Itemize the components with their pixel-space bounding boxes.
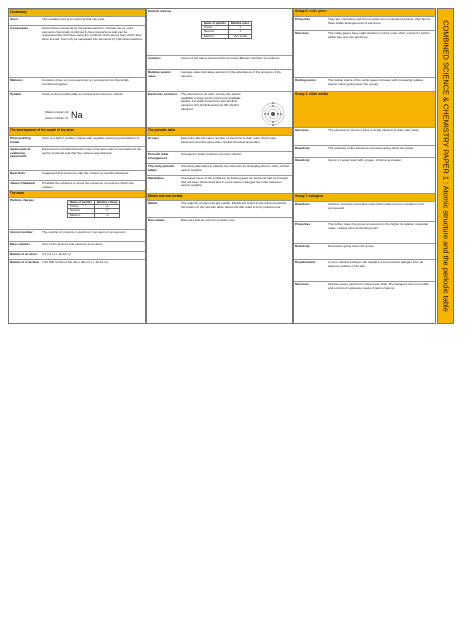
row-label xyxy=(295,10,326,14)
row-mendeleev xyxy=(147,175,292,193)
row-group1-structure xyxy=(294,127,435,145)
row-label: Groups xyxy=(148,136,160,140)
row-periodic-table-header xyxy=(147,127,292,135)
row-label: Radius of a nucleus xyxy=(10,260,40,264)
row-text: The majority of elements are metals. Metals are found to the left and towards the bottom of the periodic table. Elements that react to form positive ions. xyxy=(181,201,287,209)
row-atom-header xyxy=(9,190,145,197)
row-early-periodic-tables xyxy=(147,163,292,175)
column-3 xyxy=(293,8,436,324)
row-label: Properties xyxy=(295,222,311,226)
symbol-mass-number: (Mass number) 23 xyxy=(45,110,69,114)
column-1 xyxy=(8,8,146,324)
row-group7-displacement xyxy=(294,259,435,281)
row-group0-properties xyxy=(294,16,435,30)
row-label: Group 7: halogens xyxy=(295,194,324,198)
row-text: Chlorine, bromine and iodine react with metals and non-metals to form compounds. xyxy=(328,202,425,210)
row-label: Mixtures xyxy=(10,78,23,82)
table-cell: Proton xyxy=(202,26,229,30)
row-label: Plum pudding model xyxy=(10,136,31,144)
row-label: Reactions xyxy=(295,202,310,206)
row-text: Elements that do not form positive ions. xyxy=(181,218,236,222)
table-header: Name of particle xyxy=(202,22,229,26)
row-electronic-structure xyxy=(147,91,292,127)
row-label: The early periodic tables xyxy=(148,164,175,172)
row-label: Non-metals xyxy=(148,218,165,222)
row-text: Provided the evidence to show the existence of neutrons within the nucleus. xyxy=(42,181,134,189)
row-text: Overcame some of the problems by leaving gaps for elements that he thought had not been discovered and in some places changed the order based on atomic weights. xyxy=(181,176,288,188)
row-label: Group 1: alkali metals xyxy=(295,92,329,96)
row-text: They are unreactive and do not easily form molecules because their atoms have stable arrangements of electrons. xyxy=(328,17,431,25)
row-text: Experiment concluded that the mass of an atom was concentrated at the centre (nucleus) and that the nucleus was charged. xyxy=(42,147,142,155)
row-group7-header xyxy=(294,193,435,201)
revision-sheet xyxy=(8,8,436,324)
row-text: The number of protons or electrons in an atom of an element. xyxy=(42,230,127,234)
row-mass-number xyxy=(9,241,145,251)
row-text: Arranged in order of atomic (proton) number xyxy=(181,152,242,156)
row-text: The smallest part of an element that can exist. xyxy=(42,17,106,21)
row-group1-reactivity xyxy=(294,145,435,157)
table-header: Name of particle xyxy=(68,201,95,205)
row-text: Group 1 metals react with oxygen, chlorine and water. xyxy=(328,158,402,162)
row-radius-atom xyxy=(9,251,145,259)
row-metals xyxy=(147,200,292,217)
row-label: Electronic structure xyxy=(148,92,178,96)
row-label: Particle masses xyxy=(148,9,172,13)
row-text: Atom is a ball of positive charge with negative electrons embedded in it. xyxy=(42,136,141,140)
row-text: The noble gases have eight electrons in their outer shell, except for helium, which has only two electrons. xyxy=(328,31,431,39)
table-cell: 1 xyxy=(228,26,252,30)
group-label: Group 0: xyxy=(295,9,309,13)
row-james-chadwick xyxy=(9,180,145,190)
row-text: The reactivity of the elements increases going down the group. xyxy=(328,146,414,150)
row-label: Atom xyxy=(10,17,18,21)
row-label: Mass number xyxy=(10,242,30,246)
table-cell: 1 xyxy=(228,30,252,34)
row-label: Reactivity xyxy=(295,244,310,248)
row-label: Properties xyxy=(295,17,311,21)
row-atom xyxy=(9,16,145,25)
row-compounds xyxy=(9,25,145,77)
row-symbol xyxy=(9,91,145,127)
table-cell: Proton xyxy=(68,205,95,209)
row-label: The atom xyxy=(10,191,25,195)
row-text: Decreases going down the group. xyxy=(328,244,375,248)
row-label: Alpha particle scattering experiment xyxy=(10,147,31,159)
table-cell: 0 xyxy=(94,209,120,213)
row-label: Reactivity xyxy=(295,158,310,162)
row-label: Periodic table arrangement xyxy=(148,152,169,160)
row-text: Atoms of the same element that can have different numbers of neutrons. xyxy=(181,56,281,60)
row-text: All have seven electrons in their outer shell. The halogens are non-metals and consist of molecules made of pairs of atoms. xyxy=(328,282,429,290)
row-label: Metals and non-metals xyxy=(148,194,183,198)
table-cell: Electron xyxy=(68,213,95,217)
mass-table xyxy=(201,21,252,39)
group-name: noble gases xyxy=(309,9,327,13)
row-label: Mendeleev xyxy=(148,176,164,180)
row-particle-charges xyxy=(9,197,145,229)
row-group7-properties xyxy=(294,221,435,243)
row-label: Displacement xyxy=(295,260,316,264)
row-groups xyxy=(147,135,292,151)
row-label: Atomic number xyxy=(10,230,33,234)
table-cell: Very small xyxy=(228,34,252,38)
row-text: Sum of the protons and neutrons in an atom. xyxy=(42,242,104,246)
row-group7-reactivity xyxy=(294,243,435,259)
row-plum-pudding xyxy=(9,135,145,146)
row-alpha-scattering xyxy=(9,146,145,170)
row-label: Relative atomic mass xyxy=(148,70,171,78)
row-text: Elements with the same number of electrons in their outer shell (outer electrons) and this gives them similar chemical properties. xyxy=(181,136,277,144)
charges-table xyxy=(67,200,120,218)
row-label: Vocabulary xyxy=(10,10,27,14)
row-text: Consists of two or more elements or compounds not chemically combined together. xyxy=(42,78,129,86)
row-text: The boiling points of the noble gases increase with increasing relative atomic mass (going down the group). xyxy=(328,78,424,86)
row-label: Symbol xyxy=(10,92,22,96)
row-text: Suggested that electrons orbit the nucleus at specific distances. xyxy=(42,171,130,175)
row-label: The periodic table xyxy=(148,128,176,132)
row-atomic-number xyxy=(9,229,145,241)
row-label: Structure xyxy=(295,31,309,35)
row-text: A more reactive halogen can displace a less reactive halogen from an aqueous solution of its salt. xyxy=(328,260,424,268)
row-text: Scientists attempted to classify the elements by arranging them in order of their atomic weights. xyxy=(181,164,290,172)
row-label: The development of the model of the atom xyxy=(10,128,75,132)
row-text: The electrons in an atom occupy the lowest available energy levels (innermost available shells). 1st shell=2 electrons 2nd shell=8 electrons 3rd shell=8 electrons 4th shell=2 electrons xyxy=(181,92,241,111)
row-niels-bohr xyxy=(9,170,145,180)
row-relative-atomic-mass xyxy=(147,69,292,91)
row-non-metals xyxy=(147,217,292,325)
row-text: The further down the group an element is the higher its relative molecular mass, melting point and boiling point. xyxy=(328,222,429,230)
row-mixtures xyxy=(9,77,145,91)
row-label: James Chadwick xyxy=(10,181,35,185)
table-cell: +1 xyxy=(94,205,120,209)
table-cell: Neutron xyxy=(202,30,229,34)
row-label: Reactivity xyxy=(295,146,310,150)
row-periodic-arrangement xyxy=(147,151,292,163)
row-isotopes xyxy=(147,55,292,69)
table-header: Relative mass xyxy=(228,22,252,26)
row-text: Formed from elements by chemical reactions. Contain two or more elements chemically combined in fixed proportions and can be represented by formulae using the symbols of the atoms from which they were formed. Can only be separated into elements by chemical reactions. xyxy=(42,26,143,42)
element-symbol-na: Na xyxy=(71,110,83,120)
column-2 xyxy=(146,8,293,324)
row-text: The elements in Group 1 have a single electron in their outer shell. xyxy=(328,128,420,132)
atom-shell-diagram xyxy=(261,102,285,126)
row-text: 1/10 000 of that of the atom (about 1 x 10-14 m). xyxy=(42,260,109,264)
row-group7-reactions xyxy=(294,201,435,221)
row-metals-header xyxy=(147,193,292,200)
row-radius-nucleus xyxy=(9,259,145,325)
table-cell: Electron xyxy=(202,34,229,38)
row-vocabulary-header xyxy=(9,9,145,16)
row-label: Particle charges xyxy=(10,198,34,202)
table-header: Relative charge xyxy=(94,201,120,205)
row-text: 0.1 nm (1 x 10-10 m) xyxy=(42,252,71,256)
row-group1-reactions xyxy=(294,157,435,193)
row-model-header xyxy=(9,127,145,135)
row-group0-structure xyxy=(294,30,435,77)
row-label: Metals xyxy=(148,201,158,205)
row-label: Compounds xyxy=(10,26,29,30)
sidebar-title: COMBINED SCIENCE & CHEMISTRY PAPER 1 : Atomic structure and the periodic table xyxy=(441,20,450,312)
row-label: Isotopes xyxy=(148,56,161,60)
row-text: Used on the periodic table to represent an element, sodium xyxy=(42,92,124,96)
sidebar-title-band xyxy=(437,8,454,324)
table-cell: Neutron xyxy=(68,209,95,213)
row-label: Radius of an atom xyxy=(10,252,37,256)
row-group7-structure xyxy=(294,281,435,325)
row-label: Structure xyxy=(295,128,309,132)
row-particle-masses xyxy=(147,9,292,55)
row-label: Structure xyxy=(295,282,309,286)
row-label: Boiling points xyxy=(295,78,316,82)
row-label: Niels Bohr xyxy=(10,171,26,175)
row-text: Average value that takes account of the abundance of the isotopes of the element. xyxy=(181,70,282,78)
row-group1-header xyxy=(294,91,435,127)
symbol-atomic-number: (Atom number) 11 xyxy=(45,116,69,120)
table-cell: −1 xyxy=(94,213,120,217)
row-group0-header xyxy=(294,9,435,16)
row-group0-boiling xyxy=(294,77,435,91)
